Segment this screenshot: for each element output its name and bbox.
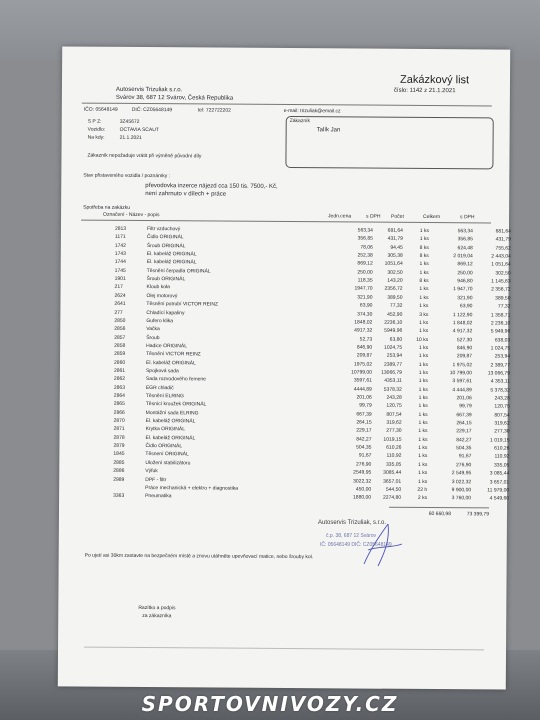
item-total-vat: 638,03	[494, 337, 511, 344]
item-name: Uložení stabilizátoru	[145, 459, 191, 467]
item-total: 321,90	[457, 295, 473, 302]
due-date-label: Na kdy:	[87, 134, 105, 141]
item-quantity: 1 ks	[419, 294, 429, 301]
item-unit-price: 563,34	[357, 227, 373, 234]
item-total: 356,85	[457, 236, 473, 243]
item-quantity: 1 ks	[418, 470, 428, 477]
item-quantity: 1 ks	[419, 319, 429, 326]
item-total: 3 597,61	[452, 378, 472, 385]
item-total-vat: 335,05	[494, 462, 510, 469]
item-quantity: 1 ks	[418, 344, 429, 351]
item-name: Čidlo ORIGINÁL	[145, 443, 183, 450]
item-unit-price-vat: 277,30	[386, 428, 402, 435]
item-unit-price-vat: 319,62	[386, 419, 402, 426]
item-unit-price-vat: 143,20	[387, 277, 403, 284]
item-unit-price-vat: 431,79	[387, 236, 403, 243]
stamp-line-1: Autoservis Trizuliak, s.r.o.	[318, 520, 387, 526]
item-unit-price: 63,90	[359, 302, 373, 309]
item-quantity: 1 ks	[419, 286, 429, 293]
item-unit-price: 91,67	[358, 452, 372, 460]
item-name: Montážní sada ELRING	[145, 409, 199, 417]
vehicle-value: OCTAVIA SCAUT	[119, 126, 159, 134]
stamp-line-2: č.p. 38, 687 12 Svárov	[326, 533, 377, 539]
item-unit-price-vat: 452,90	[387, 311, 403, 318]
item-quantity: 1 ks	[418, 361, 429, 368]
item-total: 842,27	[456, 436, 472, 444]
col-unit-price: Jedn.cena	[328, 213, 352, 220]
item-total-vat: 5 949,96	[490, 328, 511, 335]
item-code: 2885	[113, 459, 125, 466]
item-unit-price: 846,90	[356, 344, 373, 351]
company-address: Svárov 38, 687 12 Svárov, Česká Republika	[115, 94, 234, 102]
item-quantity: 1 ks	[418, 386, 428, 393]
item-quantity: 1 ks	[418, 378, 428, 385]
item-total-vat: 11 979,00	[487, 487, 510, 494]
item-code: 2856	[114, 326, 126, 333]
item-unit-price-vat: 77,32	[389, 302, 403, 309]
item-name: Šroub	[146, 334, 160, 341]
item-total: 63,90	[459, 303, 473, 310]
item-quantity: 1 ks	[418, 436, 428, 443]
item-total: 4 444,89	[452, 386, 472, 393]
item-total: 563,34	[457, 228, 473, 235]
item-unit-price: 4444,89	[353, 386, 372, 393]
item-unit-price: 264,15	[356, 419, 372, 426]
item-unit-price-vat: 681,64	[387, 227, 403, 234]
item-total: 504,35	[456, 445, 472, 452]
item-code: 2864	[113, 392, 125, 399]
item-unit-price-vat: 13066,79	[381, 369, 402, 376]
header-divider	[82, 103, 492, 107]
item-total-vat: 4 353,11	[490, 378, 510, 385]
item-total: 276,90	[456, 462, 472, 469]
item-code: 2862	[113, 376, 126, 383]
item-name: Vačka	[146, 326, 160, 333]
item-quantity: 2 ks	[417, 495, 428, 502]
item-name: Sada rozvodového řemene	[145, 376, 206, 383]
item-name: Těsnění čerpadla ORIGINÁL	[146, 267, 211, 275]
item-quantity: 1 ks	[419, 236, 429, 243]
item-total: 9 900,00	[451, 487, 472, 494]
item-unit-price: 3597,61	[353, 377, 372, 384]
item-total: 869,12	[457, 261, 473, 268]
item-total-vat: 1 019,15	[490, 437, 510, 444]
item-quantity: 1 ks	[419, 261, 429, 268]
item-name: El. kabeláž ORIGINÁL	[146, 259, 197, 266]
item-name: El. kabeláž ORIGINÁL	[145, 434, 196, 442]
item-total: 264,15	[456, 420, 472, 427]
item-quantity: 8 ks	[419, 278, 429, 285]
item-total: 1 975,02	[452, 361, 473, 368]
item-unit-price-vat: 2389,77	[383, 361, 403, 368]
item-code: 1745	[114, 267, 126, 274]
customer-box	[285, 116, 493, 169]
item-code: 2857	[114, 334, 126, 341]
item-total-vat: 431,79	[495, 236, 511, 243]
item-name: Olej motorový	[146, 292, 178, 300]
item-code: 2861	[113, 367, 126, 374]
item-total-vat: 277,30	[494, 428, 510, 435]
item-quantity: 1 ks	[419, 303, 429, 310]
item-quantity: 8 ks	[419, 244, 429, 251]
item-quantity: 1 ks	[418, 353, 429, 360]
item-name: Čidlo ORIGINÁL	[146, 234, 184, 241]
item-code: 2871	[113, 426, 125, 433]
item-total: 667,39	[456, 411, 472, 418]
item-code: 2858	[114, 342, 126, 349]
vehicle-state-line-1: převodovka inzerce nájezd cca 150 tis. 7500,- Kč,	[145, 183, 278, 190]
item-unit-price: 1947,70	[354, 285, 373, 293]
item-unit-price-vat: 335,05	[386, 461, 402, 468]
company-dic: DIČ: CZ05648149	[131, 106, 173, 114]
item-total-vat: 1 358,71	[490, 311, 511, 319]
item-unit-price-vat: 2356,72	[384, 286, 403, 293]
spz-value: 3Z45672	[119, 118, 140, 125]
signature-scribble	[318, 520, 418, 578]
vehicle-state-label: Stav přistaveného vozidla / poznámky :	[83, 172, 171, 180]
item-code: 2624	[114, 292, 126, 299]
item-total: 250,00	[457, 269, 473, 277]
item-unit-price: 201,06	[356, 394, 372, 401]
watermark: SPORTOVNIVOZY.CZ	[141, 692, 399, 716]
item-name: Těsnící kroužek ORIGINÁL	[145, 401, 207, 408]
item-total-vat: 3 085,44	[489, 470, 510, 477]
item-name: Práce mechanická + elektro + diagnostika	[145, 484, 239, 492]
item-unit-price-vat: 120,75	[386, 403, 402, 410]
item-unit-price: 1848,02	[354, 319, 373, 326]
consumption-label: Spotřeba na zakázku	[83, 204, 131, 211]
item-total-vat: 389,50	[495, 295, 511, 302]
signature-label-2: za zákazníka	[142, 613, 172, 620]
sum-total-vat: 73 399,79	[466, 510, 490, 517]
item-total-vat: 2 389,77	[490, 362, 511, 369]
item-unit-price-vat: 5949,96	[384, 327, 403, 335]
item-total: 99,79	[459, 403, 472, 410]
company-stamp	[318, 520, 418, 578]
item-name: Těsnění ELRING	[145, 393, 184, 400]
item-unit-price: 667,39	[356, 411, 372, 418]
item-unit-price-vat: 5378,32	[383, 386, 402, 393]
item-unit-price: 78,06	[360, 244, 373, 251]
item-unit-price-vat: 2274,80	[382, 494, 402, 502]
item-code: 2866	[113, 409, 125, 416]
item-quantity: 1 ks	[418, 403, 428, 410]
item-code: 2878	[113, 434, 125, 441]
document-title: Zakázkový list	[399, 73, 470, 87]
item-code: 1171	[114, 234, 126, 241]
item-unit-price: 229,17	[356, 427, 372, 435]
sum-divider	[389, 506, 489, 508]
item-name: El. kabeláž ORIGINÁL	[146, 251, 197, 258]
item-unit-price: 209,87	[356, 352, 373, 359]
customer-name: Talík Jan	[316, 127, 341, 134]
item-total-vat: 681,64	[495, 228, 511, 235]
item-total: 2 019,04	[453, 253, 473, 260]
item-code: 2859	[114, 351, 126, 358]
col-total-vat: s DPH	[460, 214, 475, 221]
item-quantity: 1 ks	[418, 445, 428, 452]
item-unit-price: 356,85	[357, 235, 373, 242]
item-unit-price: 1880,00	[352, 494, 372, 501]
item-total-vat: 3 657,01	[489, 478, 510, 486]
item-code: 2865	[113, 401, 125, 408]
item-code: 2863	[113, 384, 126, 391]
vehicle-state-line-2: není zahrnuto v dílech + práce	[145, 191, 227, 198]
item-total-vat: 243,28	[494, 395, 510, 402]
item-name: Chladící kapaliny	[146, 309, 185, 316]
item-unit-price-vat: 253,94	[386, 352, 403, 360]
item-unit-price: 1975,02	[353, 361, 373, 368]
item-total: 10 799,00	[449, 370, 472, 377]
item-total-vat: 77,32	[497, 303, 511, 310]
item-quantity: 1 ks	[418, 369, 428, 376]
item-unit-price-vat: 63,80	[389, 336, 403, 343]
item-name: Hadice ORIGINÁL	[146, 342, 188, 350]
item-total: 846,90	[456, 345, 473, 352]
item-code: 2850	[114, 317, 126, 324]
table-header-divider	[81, 220, 491, 224]
item-total: 3 760,00	[451, 495, 472, 502]
item-unit-price-vat: 4353,11	[384, 377, 402, 385]
item-name: Šroub ORIGINÁL	[146, 276, 186, 283]
item-total-vat: 755,62	[495, 245, 511, 252]
item-name: Šroub ORIGINÁL	[146, 242, 186, 249]
item-quantity: 22 h	[417, 486, 428, 493]
item-quantity: 1 ks	[418, 461, 428, 468]
item-unit-price-vat: 544,50	[385, 486, 402, 493]
item-name: El. kabeláž ORIGINÁL	[145, 418, 196, 425]
item-name: Spojková sada	[145, 367, 179, 375]
item-code: 1743	[114, 250, 126, 257]
item-quantity: 1 ks	[418, 453, 428, 460]
item-unit-price: 2549,95	[353, 469, 372, 476]
item-name: Těsnění VICTOR REINZ	[146, 351, 201, 358]
item-total-vat: 253,94	[494, 353, 511, 360]
item-unit-price: 450,00	[355, 486, 372, 493]
item-quantity: 1 ks	[418, 419, 428, 427]
item-unit-price-vat: 94,45	[390, 244, 403, 251]
item-name: Těsnení ORIGINÁL	[145, 451, 189, 458]
item-code: 2813	[114, 225, 127, 232]
item-quantity: 3 ks	[419, 311, 429, 318]
item-unit-price: 3022,32	[353, 477, 372, 485]
item-unit-price: 252,38	[357, 252, 373, 259]
item-total-vat: 319,62	[494, 420, 510, 427]
item-code: 2879	[113, 442, 125, 449]
item-unit-price-vat: 302,50	[387, 269, 403, 276]
item-unit-price: 10799,00	[351, 369, 372, 376]
stamp-line-3: IČ: 05648149 DIČ: CZ05648149	[320, 542, 392, 548]
item-total: 201,06	[456, 395, 472, 402]
item-total-vat: 2 356,72	[491, 286, 511, 294]
item-unit-price: 118,35	[357, 277, 373, 284]
sum-total: 60 660,98	[428, 510, 452, 517]
item-code: 2989	[113, 476, 125, 483]
item-unit-price: 869,12	[357, 260, 373, 268]
item-name: El. kabeláž ORIGINÁL	[146, 359, 196, 366]
item-code: 3363	[113, 492, 125, 500]
signature-label-1: Razítko a podpis	[138, 604, 176, 612]
item-total: 4 917,32	[452, 328, 473, 335]
item-quantity: 1 ks	[418, 478, 428, 485]
company-tel: tel: 722722202	[197, 107, 231, 114]
item-total-vat: 1 024,75	[490, 345, 511, 352]
bottom-rule	[84, 647, 484, 651]
item-total: 2 549,95	[451, 470, 472, 477]
company-ico: IČO: 05648149	[83, 106, 118, 113]
item-name: Filtr vzduchový	[146, 226, 181, 233]
parts-return-note: Zákazník nepožaduje vrátit při výměně původní díly	[87, 152, 202, 160]
item-total-vat: 4 549,60	[489, 495, 510, 502]
item-unit-price-vat: 1051,64	[384, 261, 403, 268]
item-code: 1742	[114, 242, 126, 249]
item-total: 946,80	[457, 278, 473, 285]
item-quantity: 10 ks	[416, 336, 429, 343]
item-quantity: 1 ks	[418, 411, 428, 418]
item-total: 3 022,32	[451, 478, 472, 485]
item-total: 624,48	[457, 244, 473, 252]
item-unit-price-vat: 1019,15	[383, 436, 402, 443]
item-unit-price: 321,90	[357, 294, 373, 301]
company-email: e-mail: trizuliak@email.cz	[283, 107, 341, 115]
item-unit-price-vat: 243,28	[386, 394, 402, 401]
item-total: 209,87	[456, 353, 473, 360]
item-total-vat: 120,75	[494, 403, 510, 410]
item-name: Těsnění potrubí VICTOR REINZ	[146, 301, 219, 308]
item-total-vat: 302,50	[495, 270, 511, 277]
item-total: 527,30	[456, 336, 473, 343]
item-code: 277	[114, 309, 123, 316]
document-number: číslo: 1142 z 21.1.2021	[393, 87, 456, 95]
col-total: Celkem	[423, 213, 441, 221]
item-total-vat: 13 066,79	[487, 370, 510, 377]
item-unit-price: 504,35	[356, 444, 372, 451]
item-code: 2860	[114, 359, 126, 366]
col-description: Označení - Název - popis	[103, 211, 160, 219]
item-unit-price: 250,00	[357, 269, 373, 276]
item-unit-price-vat: 610,26	[386, 444, 402, 451]
item-unit-price: 276,90	[356, 461, 372, 468]
item-name: Pneumatika	[145, 493, 172, 500]
item-unit-price-vat: 3085,44	[383, 469, 402, 476]
customer-label: Zákazník	[289, 118, 311, 125]
col-unit-price-vat: s DPH	[366, 213, 381, 220]
item-name: Krytka ORIGINÁL	[145, 426, 186, 433]
item-unit-price-vat: 1024,75	[384, 344, 403, 351]
item-total-vat: 807,54	[494, 412, 510, 419]
item-total: 1 122,90	[452, 311, 473, 318]
item-total: 91,67	[458, 453, 472, 460]
item-total: 1 947,70	[453, 286, 473, 293]
item-name: EGR chladič	[145, 384, 174, 391]
item-quantity: 8 ks	[419, 252, 429, 260]
item-total: 229,17	[456, 428, 472, 435]
col-quantity: Počet	[391, 213, 404, 220]
item-code: 2870	[113, 417, 125, 424]
work-order-sheet	[58, 46, 510, 689]
item-unit-price-vat: 3657,01	[383, 478, 402, 485]
vehicle-label: Vozidlo:	[87, 126, 106, 133]
wheel-nut-warning: Po ujetí asi 30km zastavte na bezpečném místě a znovu utáhněte upevňovací matice, nebo šrouby kol.	[84, 552, 314, 561]
item-unit-price: 4917,32	[354, 327, 373, 334]
item-unit-price: 99,79	[359, 402, 372, 409]
item-code: 2886	[113, 467, 125, 475]
item-unit-price-vat: 389,50	[387, 294, 403, 301]
due-date-value: 21.1.2021	[119, 134, 142, 142]
item-total-vat: 2 443,04	[491, 253, 511, 260]
item-total-vat: 5 378,32	[490, 387, 510, 394]
item-code: 1901	[114, 275, 126, 282]
item-unit-price-vat: 110,92	[386, 453, 402, 460]
item-total-vat: 1 051,64	[491, 261, 511, 268]
item-name: Gufero klika	[146, 317, 174, 325]
spz-label: S P Z:	[87, 118, 102, 125]
item-code: 2641	[114, 300, 126, 308]
item-quantity: 1 ks	[419, 328, 429, 335]
item-quantity: 1 ks	[418, 428, 428, 435]
item-quantity: 1 ks	[419, 227, 429, 235]
item-total-vat: 2 236,10	[490, 320, 511, 327]
item-unit-price-vat: 2236,10	[384, 319, 403, 326]
item-quantity: 1 ks	[419, 269, 429, 276]
item-unit-price: 52,73	[359, 336, 373, 343]
item-unit-price-vat: 305,38	[387, 252, 403, 259]
table-row	[79, 492, 510, 503]
item-unit-price: 374,30	[357, 311, 373, 318]
item-total-vat: 110,92	[494, 453, 510, 461]
item-quantity: 1 ks	[418, 394, 428, 402]
item-code: 217	[114, 284, 123, 291]
item-code: 1845	[113, 451, 125, 458]
item-name: DPF - filtr	[145, 476, 167, 483]
item-total-vat: 610,26	[494, 445, 510, 452]
item-total: 1 848,02	[452, 320, 473, 327]
company-name: Autoservis Trizuliak s.r.o.	[115, 86, 183, 94]
item-unit-price: 842,27	[356, 436, 372, 443]
item-unit-price-vat: 807,54	[386, 411, 402, 418]
item-code: 1744	[114, 259, 126, 266]
item-name: Výfuk	[145, 468, 158, 475]
item-total-vat: 1 145,63	[491, 278, 511, 285]
item-name: Kloub koła	[146, 284, 170, 291]
